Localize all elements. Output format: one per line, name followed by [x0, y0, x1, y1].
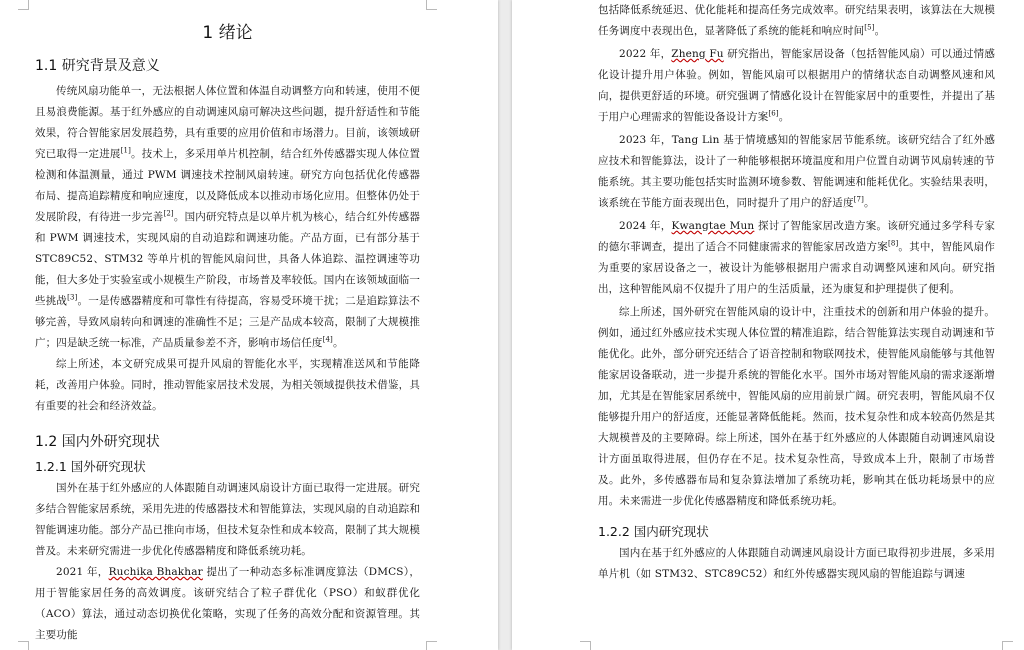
citation[interactable]: [7] — [853, 195, 864, 204]
citation[interactable]: [5] — [864, 23, 875, 32]
author-name: Kwangtae Mun — [671, 220, 755, 232]
corner-mark — [580, 641, 591, 650]
author-name: Zheng Fu — [671, 48, 724, 60]
paragraph: 国外在基于红外感应的人体跟随自动调速风扇设计方面已取得一定进展。研究多结合智能家居系统，采用先进的传感器技术和智能算法，实现风扇的自动追踪和智能调速功能。部分产品已推向市场，但技术复杂性和成本较高，限制了其大规模普及。未来研究需进一步优化传感器精度和降低系统功耗。 — [35, 482, 420, 557]
right-page — [512, 0, 1024, 650]
paragraph: 国内在基于红外感应的人体跟随自动调速风扇设计方面已取得初步进展，多采用单片机（如 STM32、STC89C52）和红外传感器实现风扇的智能追踪与调速 — [598, 547, 995, 580]
paragraph: 2023 年，Tang Lin 基于情境感知的智能家居节能系统。该研究结合了红外感应技术和智能算法，设计了一种能够根据环境温度和用户位置自动调节风扇转速的节能系统。其主要功能包括实时监测环境参数、智能调速和能耗优化。实验结果表明，该系统在节能方面表现出色，同时提升了用户的舒适度[7]。 — [598, 134, 995, 209]
paragraph: 2022 年，Zheng Fu 研究指出，智能家居设备（包括智能风扇）可以通过情感化设计提升用户体验。例如，智能风扇可以根据用户的情绪状态自动调整风速和风向，提供更舒适的环境。研究强调了情感化设计在智能家居中的重要性，并提出了基于用户心理需求的智能设备设计方案[6]。 — [598, 48, 995, 123]
section-heading: 1.2 国内外研究现状 — [35, 434, 160, 450]
section-heading: 1.1 研究背景及意义 — [35, 58, 160, 74]
left-page — [0, 0, 498, 650]
citation[interactable]: [1] — [120, 146, 131, 155]
citation[interactable]: [6] — [768, 109, 779, 118]
subsection-heading: 1.2.1 国外研究现状 — [35, 459, 146, 474]
corner-mark — [426, 641, 437, 650]
citation[interactable]: [2] — [163, 209, 174, 218]
corner-mark — [18, 0, 29, 10]
paragraph: 综上所述，国外研究在智能风扇的设计中，注重技术的创新和用户体验的提升。例如，通过红外感应技术实现人体位置的精准追踪，结合智能算法实现自动调速和节能优化。此外，部分研究还结合了语音控制和物联网技术，使智能风扇能够与其他智能家居设备联动，进一步提升系统的智能化水平。国外市场对智能风扇的需求逐渐增加，尤其是在智能家居系统中，智能风扇的应用前景广阔。研究表明，智能风扇不仅能够提升用户的舒适度，还能显著降低能耗。然而，技术复杂性和成本较高仍然是其大规模普及的主要障碍。综上所述，国外在基于红外感应的人体跟随自动调速风扇设计方面虽取得进展，但仍存在不足。技术复杂性高，导致成本上升，限制了市场普及。此外，多传感器布局和复杂算法增加了系统功耗，影响其在低功耗场景中的应用。未来需进一步优化传感器精度和降低系统功耗。 — [598, 306, 995, 507]
right-page-content — [598, 0, 995, 585]
citation[interactable]: [8] — [887, 239, 899, 248]
paragraph: 2024 年，Kwangtae Mun 探讨了智能家居改造方案。该研究通过多学科专家的德尔菲调查，提出了适合不同健康需求的智能家居改造方案[8]。其中，智能风扇作为重要的家居设备之一，被设计为能够根据用户需求自动调整风速和风向。研究指出，这种智能风扇不仅提升了用户的生活质量，还为康复和护理提供了便利。 — [598, 220, 996, 295]
left-page-content — [35, 0, 420, 646]
paragraph: 包括降低系统延迟、优化能耗和提高任务完成效率。研究结果表明，该算法在大规模任务调度中表现出色，显著降低了系统的能耗和响应时间[5]。 — [598, 4, 995, 37]
corner-mark — [426, 0, 437, 10]
citation[interactable]: [3] — [67, 293, 78, 302]
subsection-heading: 1.2.2 国内研究现状 — [598, 524, 709, 539]
citation[interactable]: [4] — [322, 335, 333, 344]
author-name: Ruchika Bhakhar — [108, 566, 203, 578]
chapter-title: 1 绪论 — [202, 23, 253, 43]
paragraph: 传统风扇功能单一，无法根据人体位置和体温自动调整方向和转速，使用不便且易浪费能源。基于红外感应的自动调速风扇可解决这些问题，提升舒适性和节能效果，符合智能家居发展趋势，具有重要的应用价值和市场潜力。目前，该领域研究已取得一定进展[1]。技术上，多采用单片机控制，结合红外传感器实现人体位置检测和体温测量，通过 PWM 调速技术控制风扇转速。研究方向包括优化传感器布局、提高追踪精度和响应速度，以及降低成本以推动市场化应用。但整体仍处于发展阶段，有待进一步完善[2]。国内研究特点是以单片机为核心，结合红外传感器和 PWM 调速技术，实现风扇的自动追踪和调速功能。产品方面，已有部分基于 STC89C52、STM32 等单片机的智能风扇问世，具备人体追踪、温控调速等功能，但大多处于实验室或小规模生产阶段，市场普及率较低。国内在该领域面临一些挑战[3]。一是传感器精度和可靠性有待提高，容易受环境干扰；二是追踪算法不够完善，导致风扇转向和调速的准确性不足；三是产品成本较高，限制了大规模推广；四是缺乏统一标准，产品质量参差不齐，影响市场信任度[4]。 — [35, 85, 420, 349]
corner-mark — [1002, 641, 1013, 650]
paragraph: 2021 年，Ruchika Bhakhar 提出了一种动态多标准调度算法（DMCS），用于智能家居任务的高效调度。该研究结合了粒子群优化（PSO）和蚁群优化（ACO）算法，通过动态切换优化策略，实现了任务的高效分配和资源管理。其主要功能 — [35, 566, 420, 641]
paragraph: 综上所述，本文研究成果可提升风扇的智能化水平，实现精准送风和节能降耗，改善用户体验。同时，推动智能家居技术发展，为相关领域提供技术借鉴，具有重要的社会和经济效益。 — [35, 358, 420, 412]
corner-mark — [18, 641, 29, 650]
